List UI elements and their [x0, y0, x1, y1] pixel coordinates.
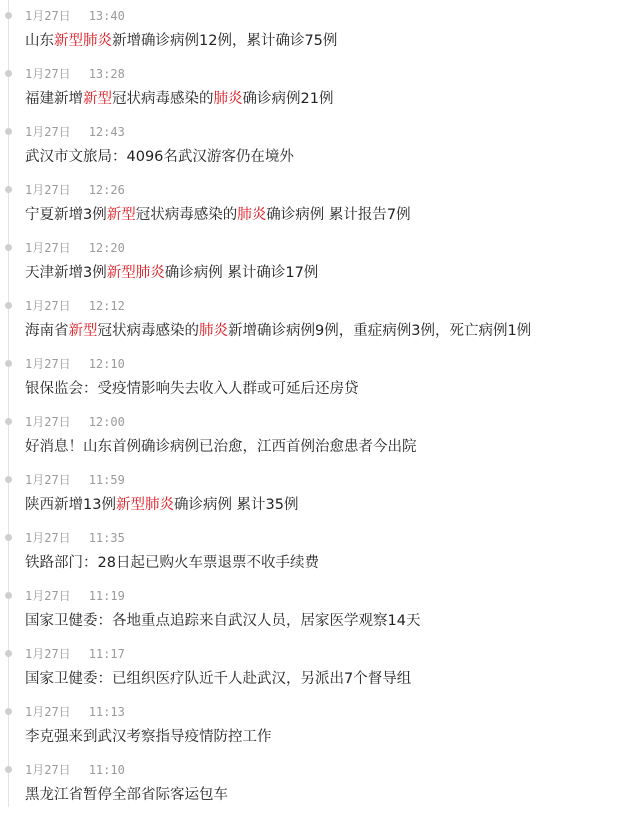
- news-timestamp: [25, 123, 125, 140]
- news-date: 1月27日: [25, 705, 71, 719]
- news-time: 12:12: [88, 299, 125, 313]
- news-date: 1月27日: [25, 299, 71, 313]
- headline-text: 宁夏新增3例: [25, 207, 107, 223]
- news-date: 1月27日: [25, 183, 71, 197]
- headline-text: 山东: [25, 33, 54, 49]
- news-item: [0, 700, 624, 758]
- headline-text: 国家卫健委：已组织医疗队近千人赴武汉，另派出7个督导组: [25, 671, 412, 687]
- news-headline-link[interactable]: [25, 783, 228, 804]
- news-date: 1月27日: [25, 589, 71, 603]
- news-time: 12:43: [88, 125, 125, 139]
- headline-text: 新增确诊病例9例，重症病例3例，死亡病例1例: [228, 323, 532, 339]
- news-item: [0, 178, 624, 236]
- headline-keyword: 肺炎: [83, 33, 112, 49]
- news-headline-link[interactable]: [25, 725, 272, 746]
- headline-text: 冠状病毒感染的: [112, 91, 214, 107]
- headline-keyword: 新型: [68, 323, 98, 339]
- timeline-dot-icon: [5, 766, 12, 773]
- headline-text: 铁路部门：28日起已购火车票退票不收手续费: [25, 555, 319, 571]
- news-headline-link[interactable]: [25, 435, 417, 456]
- headline-text: 李克强来到武汉考察指导疫情防控工作: [25, 729, 272, 745]
- headline-keyword: 新型: [106, 207, 136, 223]
- news-timestamp: [25, 7, 125, 24]
- news-time: 11:17: [88, 647, 125, 661]
- headline-text: 冠状病毒感染的: [97, 323, 199, 339]
- news-time: 11:13: [88, 705, 125, 719]
- news-date: 1月27日: [25, 473, 71, 487]
- news-timestamp: [25, 181, 125, 198]
- news-item: [0, 584, 624, 642]
- headline-text: 确诊病例21例: [242, 91, 334, 107]
- headline-keyword: 肺炎: [213, 91, 243, 107]
- timeline-dot-icon: [5, 70, 12, 77]
- news-item: [0, 758, 624, 816]
- headline-text: 天津新增3例: [25, 265, 107, 281]
- news-item: [0, 642, 624, 700]
- news-item: [0, 410, 624, 468]
- news-item: [0, 526, 624, 584]
- timeline-dot-icon: [5, 302, 12, 309]
- news-timestamp: [25, 297, 125, 314]
- news-time: 13:40: [88, 9, 125, 23]
- news-headline-link[interactable]: [25, 377, 359, 398]
- headline-text: 陕西新增13例: [25, 497, 116, 513]
- headline-text: 确诊病例 累计35例: [173, 497, 299, 513]
- news-date: 1月27日: [25, 763, 71, 777]
- news-headline-link[interactable]: [25, 493, 299, 514]
- news-headline-link[interactable]: [25, 667, 411, 688]
- headline-text: 黑龙江省暂停全部省际客运包车: [25, 787, 228, 803]
- headline-text: 国家卫健委：各地重点追踪来自武汉人员，居家医学观察14天: [25, 613, 421, 629]
- headline-keyword: 新型: [83, 91, 112, 107]
- news-date: 1月27日: [25, 125, 71, 139]
- news-time: 12:10: [88, 357, 125, 371]
- headline-keyword: 肺炎: [199, 323, 228, 339]
- headline-keyword: 新型: [115, 497, 145, 513]
- news-timestamp: [25, 413, 125, 430]
- news-timestamp: [25, 703, 125, 720]
- news-headline-link[interactable]: [25, 551, 319, 572]
- news-item: [0, 294, 624, 352]
- news-date: 1月27日: [25, 241, 71, 255]
- timeline-dot-icon: [5, 592, 12, 599]
- news-item: [0, 120, 624, 178]
- news-time: 12:20: [88, 241, 125, 255]
- headline-keyword: 新型: [106, 265, 136, 281]
- news-time: 11:19: [88, 589, 125, 603]
- timeline-dot-icon: [5, 418, 12, 425]
- news-time: 11:59: [88, 473, 125, 487]
- news-date: 1月27日: [25, 647, 71, 661]
- headline-keyword: 肺炎: [135, 265, 165, 281]
- news-headline-link[interactable]: [25, 145, 294, 166]
- timeline-dot-icon: [5, 360, 12, 367]
- timeline-dot-icon: [5, 476, 12, 483]
- news-date: 1月27日: [25, 415, 71, 429]
- headline-text: 福建新增: [25, 91, 83, 107]
- news-timestamp: [25, 239, 125, 256]
- headline-keyword: 肺炎: [144, 497, 174, 513]
- headline-text: 海南省: [25, 323, 69, 339]
- timeline-dot-icon: [5, 650, 12, 657]
- news-item: [0, 236, 624, 294]
- news-time: 11:10: [88, 763, 125, 777]
- news-item: [0, 468, 624, 526]
- news-date: 1月27日: [25, 357, 71, 371]
- timeline-dot-icon: [5, 244, 12, 251]
- timeline-dot-icon: [5, 708, 12, 715]
- headline-keyword: 新型: [54, 33, 83, 49]
- headline-text: 确诊病例 累计确诊17例: [164, 265, 319, 281]
- headline-text: 新增确诊病例12例，累计确诊75例: [112, 33, 338, 49]
- headline-text: 银保监会：受疫情影响失去收入人群或可延后还房贷: [25, 381, 359, 397]
- news-headline-link[interactable]: [25, 261, 318, 282]
- news-item: [0, 352, 624, 410]
- news-timestamp: [25, 645, 125, 662]
- news-date: 1月27日: [25, 531, 71, 545]
- news-timestamp: [25, 65, 125, 82]
- news-headline-link[interactable]: [25, 87, 333, 108]
- news-item: [0, 62, 624, 120]
- news-headline-link[interactable]: [25, 203, 411, 224]
- timeline-dot-icon: [5, 534, 12, 541]
- headline-keyword: 肺炎: [237, 207, 267, 223]
- news-time: 11:35: [88, 531, 125, 545]
- timeline-dot-icon: [5, 128, 12, 135]
- timeline-dot-icon: [5, 186, 12, 193]
- news-time: 12:26: [88, 183, 125, 197]
- news-date: 1月27日: [25, 67, 71, 81]
- news-item: [0, 4, 624, 62]
- news-headline-link[interactable]: [25, 319, 531, 340]
- headline-text: 冠状病毒感染的: [135, 207, 238, 223]
- news-timestamp: [25, 471, 125, 488]
- news-headline-link[interactable]: [25, 609, 420, 630]
- news-timestamp: [25, 529, 125, 546]
- news-timestamp: [25, 761, 125, 778]
- headline-text: 好消息！山东首例确诊病例已治愈，江西首例治愈患者今出院: [25, 439, 417, 455]
- news-timestamp: [25, 355, 125, 372]
- headline-text: 武汉市文旅局：4096名武汉游客仍在境外: [25, 149, 294, 165]
- news-headline-link[interactable]: [25, 29, 337, 50]
- headline-text: 确诊病例 累计报告7例: [266, 207, 411, 223]
- news-time: 13:28: [88, 67, 125, 81]
- news-date: 1月27日: [25, 9, 71, 23]
- news-timestamp: [25, 587, 125, 604]
- news-time: 12:00: [88, 415, 125, 429]
- timeline-dot-icon: [5, 12, 12, 19]
